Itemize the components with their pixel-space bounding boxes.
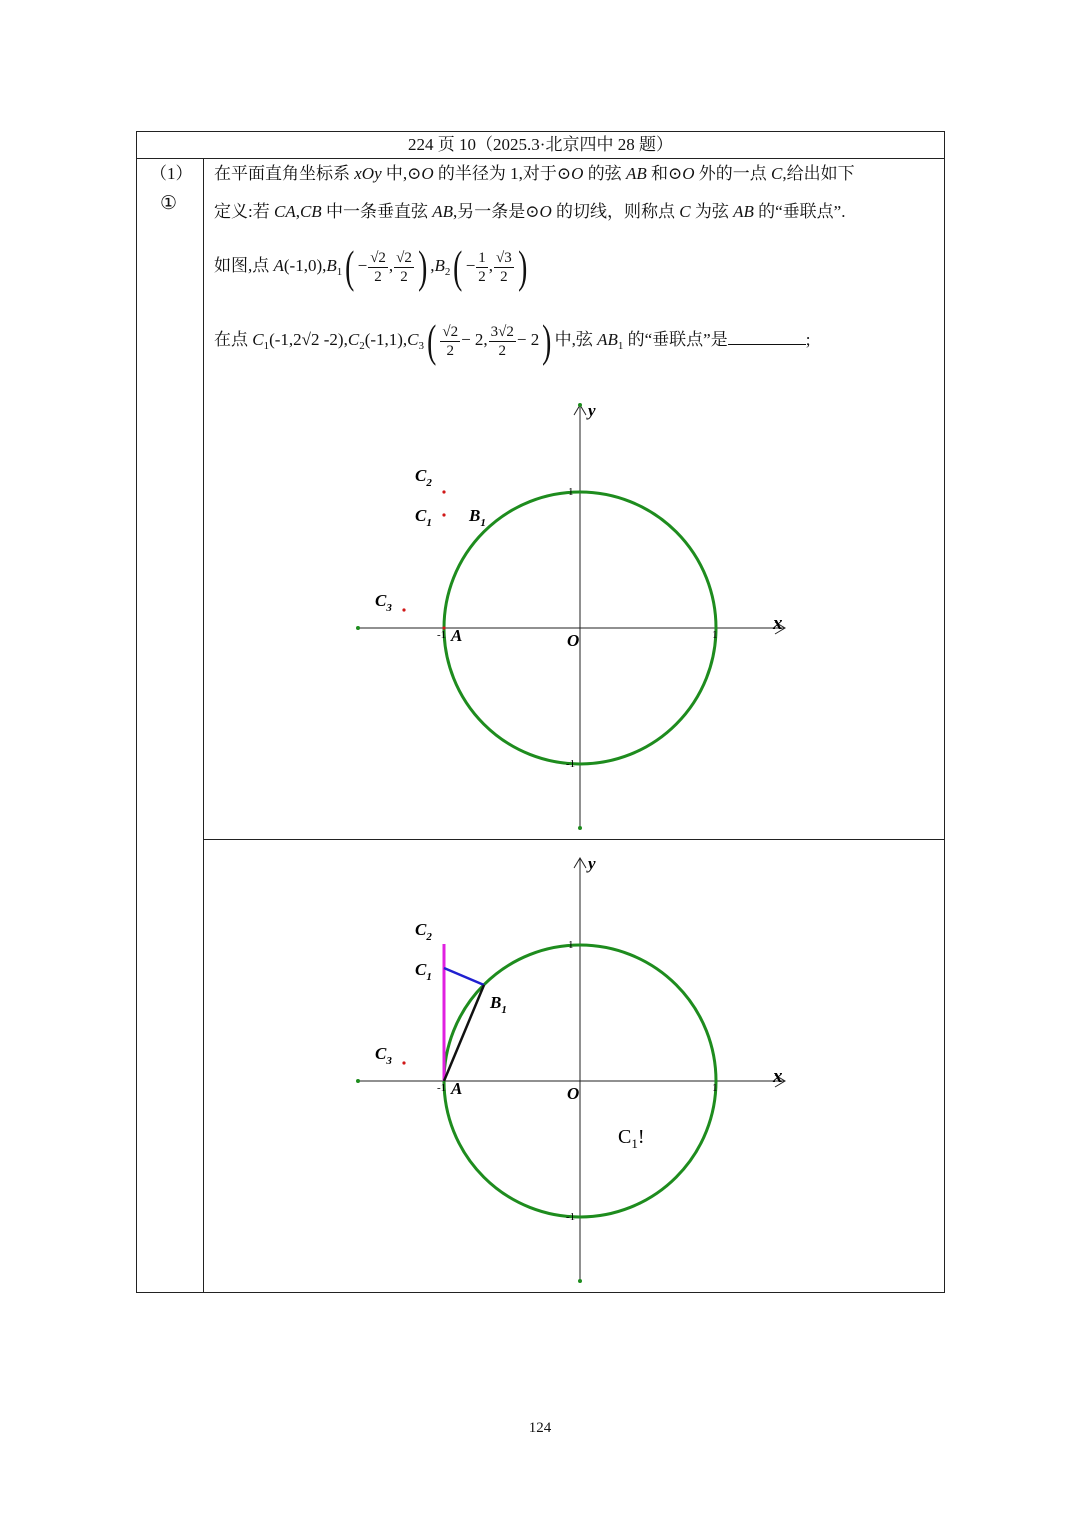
table-border-left: [136, 131, 137, 1293]
x-axis-left-endpoint: [356, 1079, 360, 1083]
y-axis-bottom-endpoint: [578, 826, 582, 830]
problem-line-1: 在平面直角坐标系 xOy 中,⊙O 的半径为 1,对于⊙O 的弦 AB 和⊙O 外的一点 C,给出如下: [214, 164, 855, 183]
tick-y-pos: 1: [568, 486, 574, 498]
label-b1: $B_1$: [490, 993, 507, 1016]
tick-x-neg: -1: [437, 1082, 447, 1094]
y-axis-label: y: [588, 854, 596, 873]
label-c2: $C_2$: [415, 920, 432, 943]
problem-line-3: 如图,点 $A(-1,0),B_1$( − $\frac{√2}{2}$ , $\frac{√2}{2}$ ) $,B_2$( − $\frac{1}{2}$ , $\frac{√3}{2}$ ): [214, 241, 528, 292]
table-border-bottom: [136, 1292, 945, 1293]
tick-y-pos: 1: [568, 939, 574, 951]
x-axis-label: x: [773, 1066, 783, 1087]
label-c1: $C_1$: [415, 960, 432, 983]
tick-x-pos: 1: [712, 629, 718, 641]
figure-1-coordinate-plane: [204, 390, 944, 839]
problem-line-4: 在点 $C_1(-1,2√2$ $-2),C_2(-1,1),C_3$( $\frac{√2}{2}$ − 2, $\frac{3√2}{2}$ − 2) 中,弦 $AB_1$ 的“垂联点”是 ;: [214, 315, 811, 366]
tick-x-neg: -1: [437, 629, 447, 641]
point-c3: [402, 1061, 405, 1064]
origin-label: O: [567, 1084, 580, 1103]
label-c3: $C_3$: [375, 1044, 392, 1067]
point-c1: [442, 513, 445, 516]
x-axis-left-endpoint: [356, 626, 360, 630]
figure-2-solution-diagram: [204, 840, 944, 1292]
table-header-title: 224 页 10（2025.3·北京四中 28 题）: [408, 135, 673, 154]
label-a: A: [451, 1079, 463, 1098]
y-axis-top-endpoint: [578, 403, 582, 407]
x-axis-label: x: [773, 613, 783, 634]
table-border-right: [944, 131, 945, 1293]
table-border-top: [136, 131, 945, 132]
label-c1: $C_1$: [415, 506, 432, 529]
label-a: A: [451, 626, 463, 645]
tick-x-pos: 1: [712, 1082, 718, 1094]
label-c3: $C_3$: [375, 591, 392, 614]
point-c2: [442, 490, 445, 493]
point-c3: [402, 608, 405, 611]
subpart-label: ①: [160, 193, 178, 214]
part-label: （1）: [150, 164, 193, 183]
segment-a-b1: [444, 985, 484, 1081]
label-c2: $C_2$: [415, 466, 432, 489]
y-axis-bottom-endpoint: [578, 1279, 582, 1283]
table-border-header-bottom: [136, 158, 945, 159]
origin-label: O: [567, 631, 580, 650]
problem-line-2: 定义:若 CA,CB 中一条垂直弦 AB,另一条是⊙O 的切线，则称点 C 为弦 AB 的“垂联点”.: [214, 202, 846, 221]
answer-blank[interactable]: [728, 330, 806, 345]
segment-c1-b1: [444, 968, 484, 985]
answer-label: $C_1$!: [618, 1126, 645, 1151]
page-number: 124: [528, 1420, 552, 1436]
label-b1: $B_1$: [469, 506, 486, 529]
tick-y-neg: -1: [566, 1211, 576, 1223]
y-axis-label: y: [588, 401, 596, 420]
tick-y-neg: -1: [566, 758, 576, 770]
